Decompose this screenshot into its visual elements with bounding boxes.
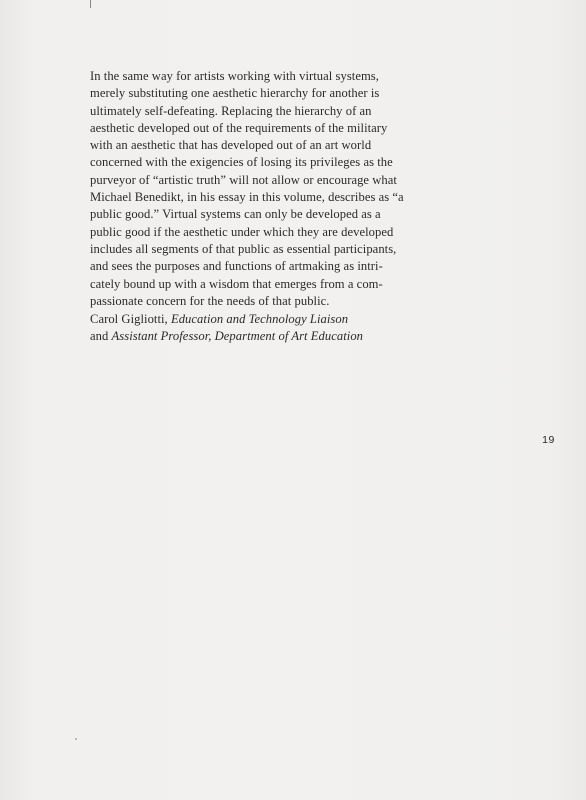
paragraph-line: cately bound up with a wisdom that emerges from a com- [90, 276, 383, 291]
paper-speck [75, 738, 77, 740]
paragraph-line: purveyor of “artistic truth” will not allow or encourage what [90, 172, 397, 187]
paragraph-line: includes all segments of that public as essential participants, [90, 241, 397, 256]
paragraph-line: ultimately self-defeating. Replacing the hierarchy of an [90, 103, 372, 118]
crop-mark [90, 0, 91, 8]
paragraph-line: merely substituting one aesthetic hierarchy for another is [90, 86, 380, 101]
paragraph-line: aesthetic developed out of the requirements of the military [90, 120, 388, 135]
paragraph-line: and sees the purposes and functions of artmaking as intri- [90, 259, 383, 274]
signature-connector: and [90, 329, 112, 344]
author-title-1: Education and Technology Liaison [170, 312, 349, 326]
paragraph-line: passionate concern for the needs of that public. [90, 293, 330, 308]
paragraph-line: In the same way for artists working with virtual systems, [90, 69, 379, 83]
author-signature [90, 311, 490, 346]
paragraph-line: public good.” Virtual systems can only be developed as a [90, 207, 381, 222]
page-number: 19 [542, 434, 555, 446]
paragraph-line: with an aesthetic that has developed out of an art world [90, 138, 372, 153]
author-title-2: Assistant Professor, Department of Art Education [111, 329, 364, 344]
author-name: Carol Gigliotti, [90, 312, 171, 326]
signature-line-1 [90, 311, 490, 328]
paragraph-line: public good if the aesthetic under which they are developed [90, 224, 394, 239]
body-paragraph [90, 68, 490, 310]
paragraph-line: Michael Benedikt, in his essay in this volume, describes as “a [90, 190, 404, 205]
paragraph-line: concerned with the exigencies of losing its privileges as the [90, 155, 393, 170]
signature-line-2 [90, 328, 490, 345]
